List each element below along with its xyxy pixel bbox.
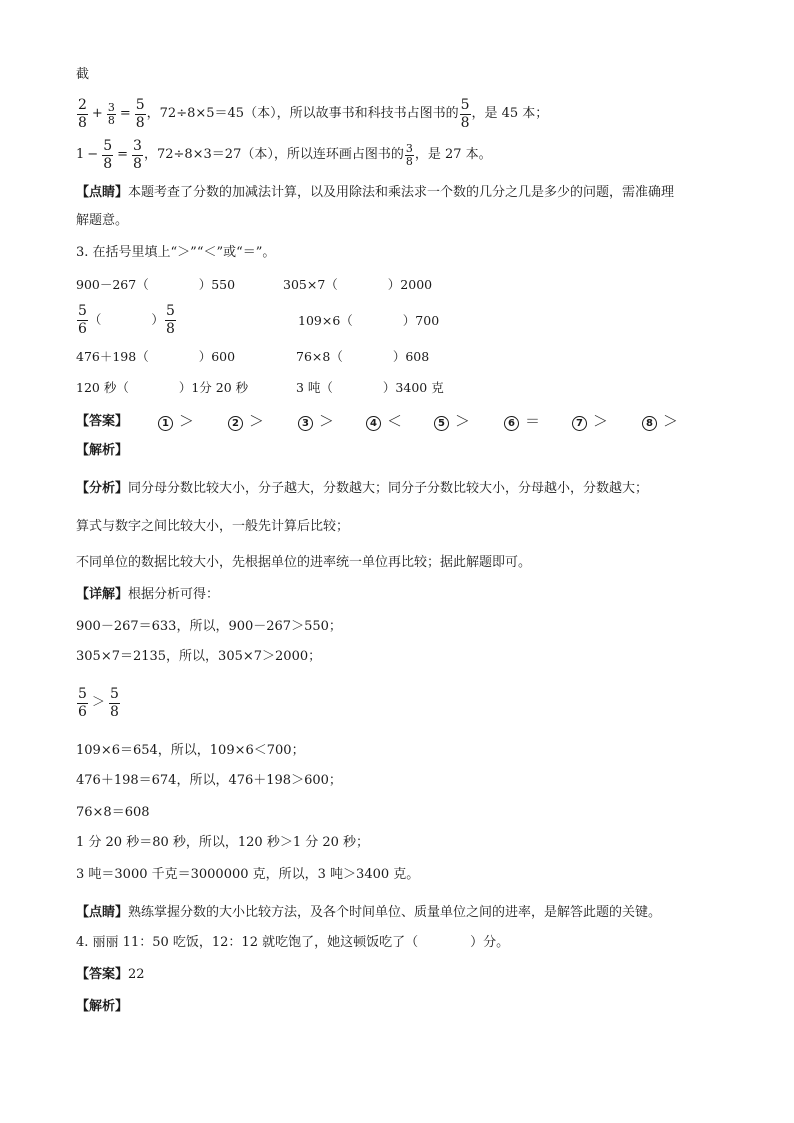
answer-item: 1 ＞ — [158, 410, 194, 431]
question-4-title: 4. 丽丽 11：50 吃饭，12：12 就吃饱了，她这顿饭吃了（ ）分。 — [76, 935, 510, 950]
detail-line: 476＋198＝674，所以，476＋198＞600； — [76, 773, 342, 788]
detail-line: 1 分 20 秒＝80 秒，所以，120 秒＞1 分 20 秒； — [76, 835, 370, 850]
text-fragment: ，72÷8×3＝27（本），所以连环画占图书的 — [143, 147, 404, 162]
continuation-line — [76, 66, 89, 84]
detail-line: 305×7＝2135，所以，305×7＞2000； — [76, 649, 322, 664]
blank-parentheses: （ ） — [88, 312, 164, 327]
analysis-line: 不同单位的数据比较大小，先根据单位的进率统一单位再比较；据此解题即可。 — [76, 555, 532, 570]
dianjing-text: 熟练掌握分数的大小比较方法，及各个时间单位、质量单位之间的进率，是解答此题的关键。 — [128, 905, 662, 920]
detail-text: 根据分析可得： — [128, 587, 220, 602]
detail-fraction-line — [76, 682, 121, 724]
exercise-item: 120 秒（ ）1分 20 秒 — [76, 380, 249, 395]
text-fragment: ，72÷8×5＝45（本），所以故事书和科技书占图书的 — [146, 106, 459, 121]
answer-item: 3 ＞ — [298, 410, 334, 431]
fraction: $\frac{3}{8}$ — [107, 100, 115, 127]
analysis-text: 同分母分数比较大小，分子越大，分数越大；同分子分数比较大小，分母越小，分数越大； — [128, 481, 649, 496]
text-fragment: ，是 27 本。 — [414, 147, 492, 162]
exercise-item-fraction — [76, 298, 177, 342]
fraction: $\frac{5}{8}$ — [460, 96, 470, 131]
answer-tag: 【答案】 — [76, 967, 129, 982]
equals-sign: = — [117, 147, 129, 162]
answer-item: 8 ＞ — [642, 410, 678, 431]
comment-text: 解题意。 — [76, 213, 129, 228]
exercise-item: 305×7（ ）2000 — [283, 277, 433, 292]
fraction: $\frac{5}{8}$ — [109, 685, 119, 720]
fraction: $\frac{3}{8}$ — [133, 137, 142, 172]
fraction: $\frac{5}{8}$ — [103, 137, 113, 172]
detail-line — [76, 586, 219, 604]
comment-line — [76, 184, 674, 202]
exercise-item: 3 吨（ ）3400 克 — [296, 380, 444, 395]
fraction-equation-line — [76, 135, 492, 175]
answer-item: 5 ＞ — [434, 410, 470, 431]
section-tag: 【点睛】 — [76, 905, 129, 920]
analysis-tag: 【解析】 — [76, 999, 129, 1014]
minus-sign: − — [87, 147, 99, 162]
answer-item: 7 ＞ — [572, 410, 608, 431]
exercise-item: 76×8（ ）608 — [296, 349, 430, 364]
answer-item: 2 ＞ — [228, 410, 264, 431]
answer-item: 6 ＝ — [504, 410, 540, 431]
fraction: $\frac{5}{6}$ — [78, 685, 87, 720]
answer-value: 22 — [128, 967, 145, 982]
detail-line: 3 吨＝3000 千克＝3000000 克，所以，3 吨＞3400 克。 — [76, 867, 420, 882]
comment-line-cont — [76, 212, 128, 230]
answer-item: 4 ＜ — [366, 410, 402, 431]
fraction: $\frac{5}{6}$ — [78, 302, 87, 337]
comment-text: 本题考查了分数的加减法计算，以及用除法和乘法求一个数的几分之几是多少的问题，需准确理 — [128, 185, 675, 200]
fraction: $\frac{3}{8}$ — [405, 141, 413, 168]
detail-line: 109×6＝654，所以，109×6＜700； — [76, 743, 305, 758]
fraction: $\frac{5}{8}$ — [165, 302, 175, 337]
detail-line: 76×8＝608 — [76, 805, 150, 820]
text-fragment: 截 — [76, 67, 90, 82]
equals-sign: = — [119, 106, 131, 121]
analysis-tag: 【解析】 — [76, 443, 129, 458]
dianjing-line — [76, 904, 661, 922]
section-tag: 【分析】 — [76, 481, 129, 496]
greater-than-sign: ＞ — [91, 695, 105, 710]
section-tag: 【点睛】 — [76, 185, 129, 200]
exercise-item: 109×6（ ）700 — [298, 313, 440, 328]
answer-tag: 【答案】 — [76, 414, 129, 429]
analysis-line: 算式与数字之间比较大小，一般先计算后比较； — [76, 519, 350, 534]
plus-sign: + — [91, 106, 103, 121]
fraction: $\frac{2}{8}$ — [78, 96, 87, 131]
exercise-item: 900－267（ ）550 — [76, 277, 236, 292]
detail-line: 900－267＝633，所以，900－267＞550； — [76, 619, 342, 634]
exercise-item: 476＋198（ ）600 — [76, 349, 236, 364]
q4-answer-line — [76, 966, 145, 984]
text-fragment: 1 — [76, 147, 85, 162]
question-3-title: 3. 在括号里填上“＞”“＜”或“＝”。 — [76, 245, 276, 260]
fraction: $\frac{5}{8}$ — [135, 96, 145, 131]
text-fragment: ，是 45 本； — [471, 106, 549, 121]
analysis-line — [76, 480, 648, 498]
section-tag: 【详解】 — [76, 587, 129, 602]
fraction-equation-line — [76, 94, 548, 134]
